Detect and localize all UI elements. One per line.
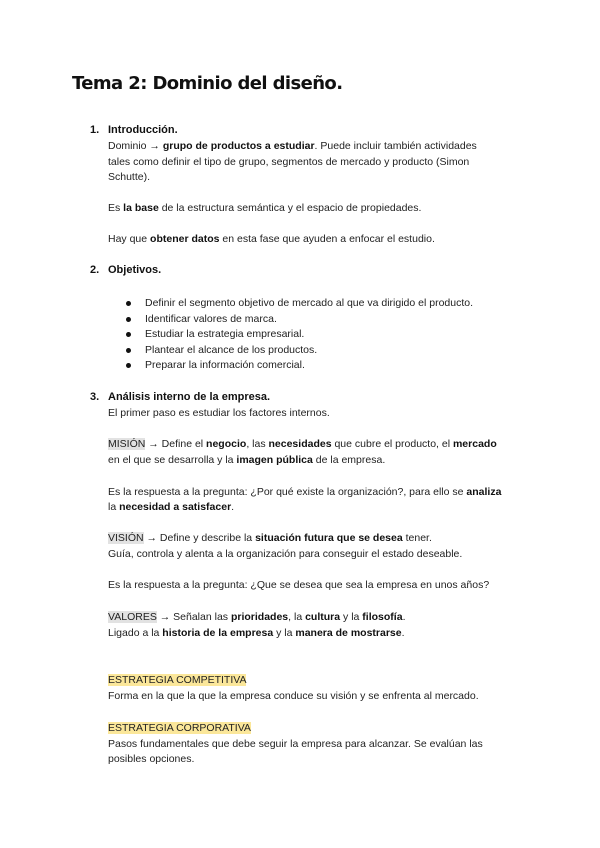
text-run: de la estructura semántica y el espacio de propiedades. [158,202,422,214]
text-run: . Puede incluir también actividades [314,140,477,152]
corporativa-label: ESTRATEGIA CORPORATIVA [108,722,251,734]
bold-run: cultura [305,611,341,623]
competitiva-label: ESTRATEGIA COMPETITIVA [108,674,247,686]
section-1-title: Introducción. [108,124,178,136]
bold-run: analiza [466,486,502,498]
bold-run: historia de la empresa [162,627,274,639]
datos-paragraph [108,232,538,248]
text-run: la [108,501,120,513]
vision-line-1 [108,531,538,547]
bold-run: grupo de productos a estudiar [162,140,315,152]
page-title: Tema 2: Dominio del diseño. [72,73,343,94]
text-run: y la [340,611,363,623]
bullet-icon [126,317,131,322]
bold-run: situación futura que se desea [255,532,403,544]
bullet-icon [126,348,131,353]
mision-label: MISIÓN [108,438,146,450]
bold-run: necesidad a satisfacer [119,501,232,513]
text-run: . [231,501,235,513]
bold-run: filosofía [362,611,403,623]
text-run: → Define el [145,438,207,450]
bold-run: necesidades [268,438,332,450]
intro-paragraph-line-2: tales como definir el tipo de grupo, segmentos de mercado y producto (Simon [108,155,470,168]
text-run: Ligado a la [108,627,163,639]
estrategia-corporativa-heading [108,721,538,737]
section-3-heading [90,390,270,405]
valores-label: VALORES [108,611,157,623]
bold-run: prioridades [230,611,289,623]
text-run: Es la respuesta a la pregunta: ¿Por qué existe la organización?, para ello se [108,486,467,498]
bold-run: la base [123,202,159,214]
vision-line-2: Guía, controla y alenta a la organización para conseguir el estado deseable. [108,548,463,560]
text-run: en el que se desarrolla y la [108,454,237,466]
list-item-text: Identificar valores de marca. [145,312,277,325]
text-run: tener. [402,532,432,544]
mision-line-2 [108,453,538,469]
list-item [108,358,473,374]
section-3-title: Análisis interno de la empresa. [108,391,271,403]
text-run: , la [288,611,306,623]
estrategia-competitiva-text: Forma en la que la que la empresa conduce su visión y se enfrenta al mercado. [108,690,479,702]
estrategia-corporativa-line-1: Pasos fundamentales que debe seguir la empresa para alcanzar. Se evalúan las [108,738,483,750]
section-2-title: Objetivos. [108,264,162,276]
text-run: . [401,627,405,639]
bold-run: manera de mostrarse [295,627,402,639]
text-run: en esta fase que ayuden a enfocar el estudio. [219,233,435,245]
text-run: Es [108,202,124,214]
text-run: , las [246,438,269,450]
list-item [108,343,473,359]
section-3-number: 3. [90,391,100,403]
mision-question-line-1 [108,485,538,501]
valores-line-2 [108,626,538,642]
bullet-icon [126,363,131,368]
text-run: → Señalan las [156,611,231,623]
estrategia-corporativa-line-2: posibles opciones. [108,753,195,765]
list-item-text: Plantear el alcance de los productos. [145,343,318,356]
bold-run: obtener datos [150,233,220,245]
vision-label: VISIÓN [108,532,144,544]
valores-line-1 [108,610,538,626]
text-run: Hay que [108,233,151,245]
list-item [108,312,473,328]
analysis-intro: El primer paso es estudiar los factores internos. [108,407,330,419]
list-item-text: Definir el segmento objetivo de mercado al que va dirigido el producto. [145,297,474,309]
list-item [108,327,473,343]
text-run: → Define y describe la [143,532,256,544]
intro-paragraph-line-1 [108,139,538,155]
section-1-number: 1. [90,124,100,136]
bullet-icon [126,301,131,306]
base-paragraph [108,201,538,217]
text-run: . [402,611,406,623]
vision-question: Es la respuesta a la pregunta: ¿Que se desea que sea la empresa en unos años? [108,579,490,591]
text-run: que cubre el producto, el [331,438,453,450]
text-run: y la [273,627,296,639]
mision-question-line-2 [108,500,538,516]
bold-run: imagen pública [236,454,313,466]
text-run: de la empresa. [312,454,386,466]
section-1-heading [90,123,178,138]
list-item-text: Preparar la información comercial. [145,359,305,372]
list-item [108,296,473,312]
mision-line-1 [108,437,538,453]
section-2-number: 2. [90,264,100,276]
section-2-heading [90,263,161,278]
text-run: Dominio → [108,140,163,152]
list-item-text: Estudiar la estrategia empresarial. [145,328,305,341]
intro-paragraph-line-3: Schutte). [108,171,151,183]
bullet-icon [126,332,131,337]
objectives-list [108,296,473,374]
estrategia-competitiva-heading [108,673,538,689]
bold-run: negocio [206,438,247,450]
bold-run: mercado [452,438,497,450]
